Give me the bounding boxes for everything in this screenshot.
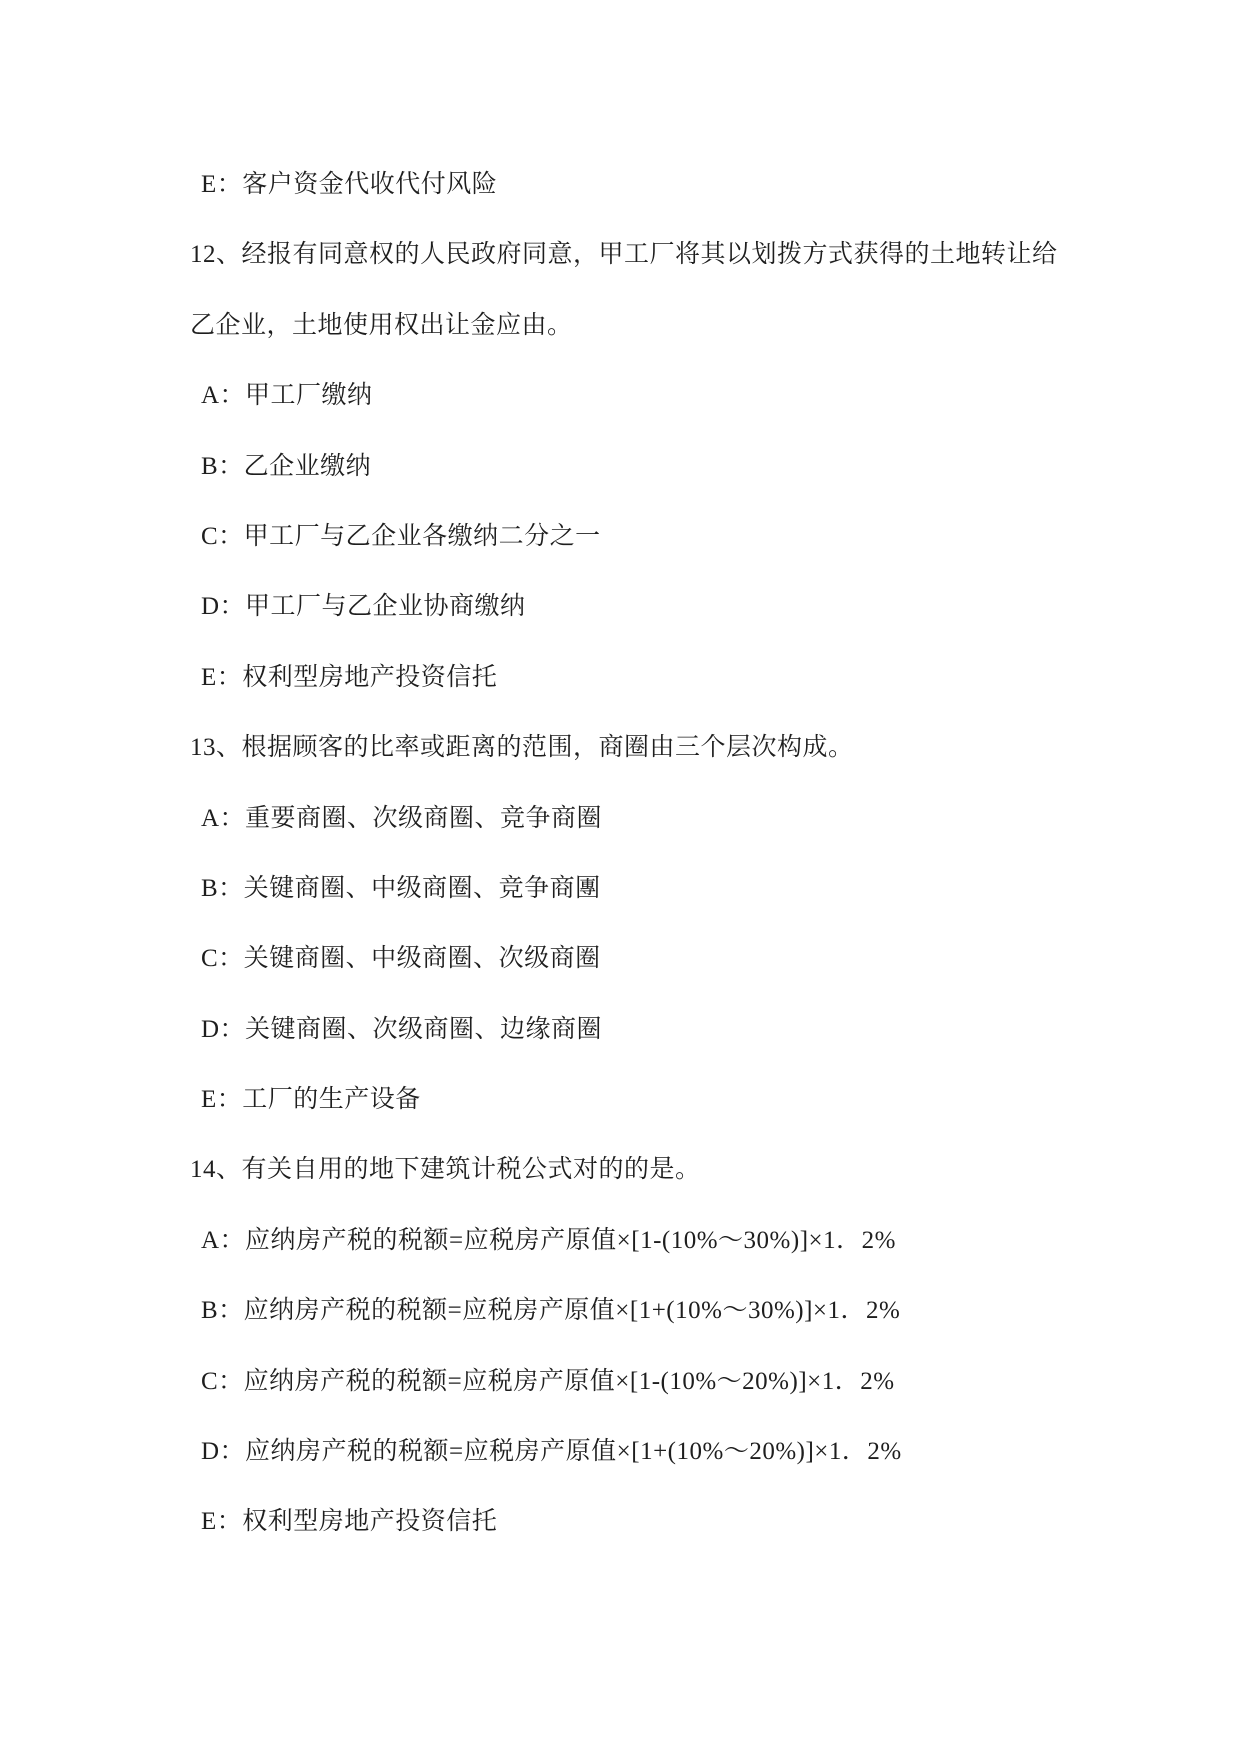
- option-line: D：关键商圈、次级商圈、边缘商圈: [201, 1015, 603, 1043]
- question-line: 13、根据顾客的比率或距离的范围，商圈由三个层次构成。: [190, 734, 854, 762]
- option-line: A：应纳房产税的税额=应税房产原值×[1-(10%～30%)]×1．2%: [201, 1226, 896, 1254]
- option-line: E：客户资金代收代付风险: [201, 171, 498, 198]
- option-line: D：应纳房产税的税额=应税房产原值×[1+(10%～20%)]×1．2%: [201, 1438, 902, 1466]
- option-line: B：乙企业缴纳: [201, 452, 372, 480]
- option-line: E：权利型房地产投资信托: [201, 1508, 498, 1536]
- option-line: B：应纳房产税的税额=应税房产原值×[1+(10%～30%)]×1．2%: [201, 1297, 901, 1325]
- option-line: C：应纳房产税的税额=应税房产原值×[1-(10%～20%)]×1．2%: [201, 1367, 895, 1395]
- option-line: C：关键商圈、中级商圈、次级商圈: [201, 945, 601, 973]
- option-line: E：权利型房地产投资信托: [201, 663, 498, 691]
- continuation-line: 乙企业，土地使用权出让金应由。: [190, 311, 573, 339]
- option-line: A：甲工厂缴纳: [201, 382, 373, 410]
- option-line: B：关键商圈、中级商圈、竞争商團: [201, 874, 601, 902]
- option-line: E：工厂的生产设备: [201, 1086, 421, 1114]
- question-line: 12、经报有同意权的人民政府同意，甲工厂将其以划拨方式获得的土地转让给: [190, 241, 1058, 269]
- question-line: 14、有关自用的地下建筑计税公式对的的是。: [190, 1156, 701, 1184]
- option-line: C：甲工厂与乙企业各缴纳二分之一: [201, 522, 601, 550]
- option-line: A：重要商圈、次级商圈、竞争商圈: [201, 804, 603, 832]
- option-line: D：甲工厂与乙企业协商缴纳: [201, 593, 526, 621]
